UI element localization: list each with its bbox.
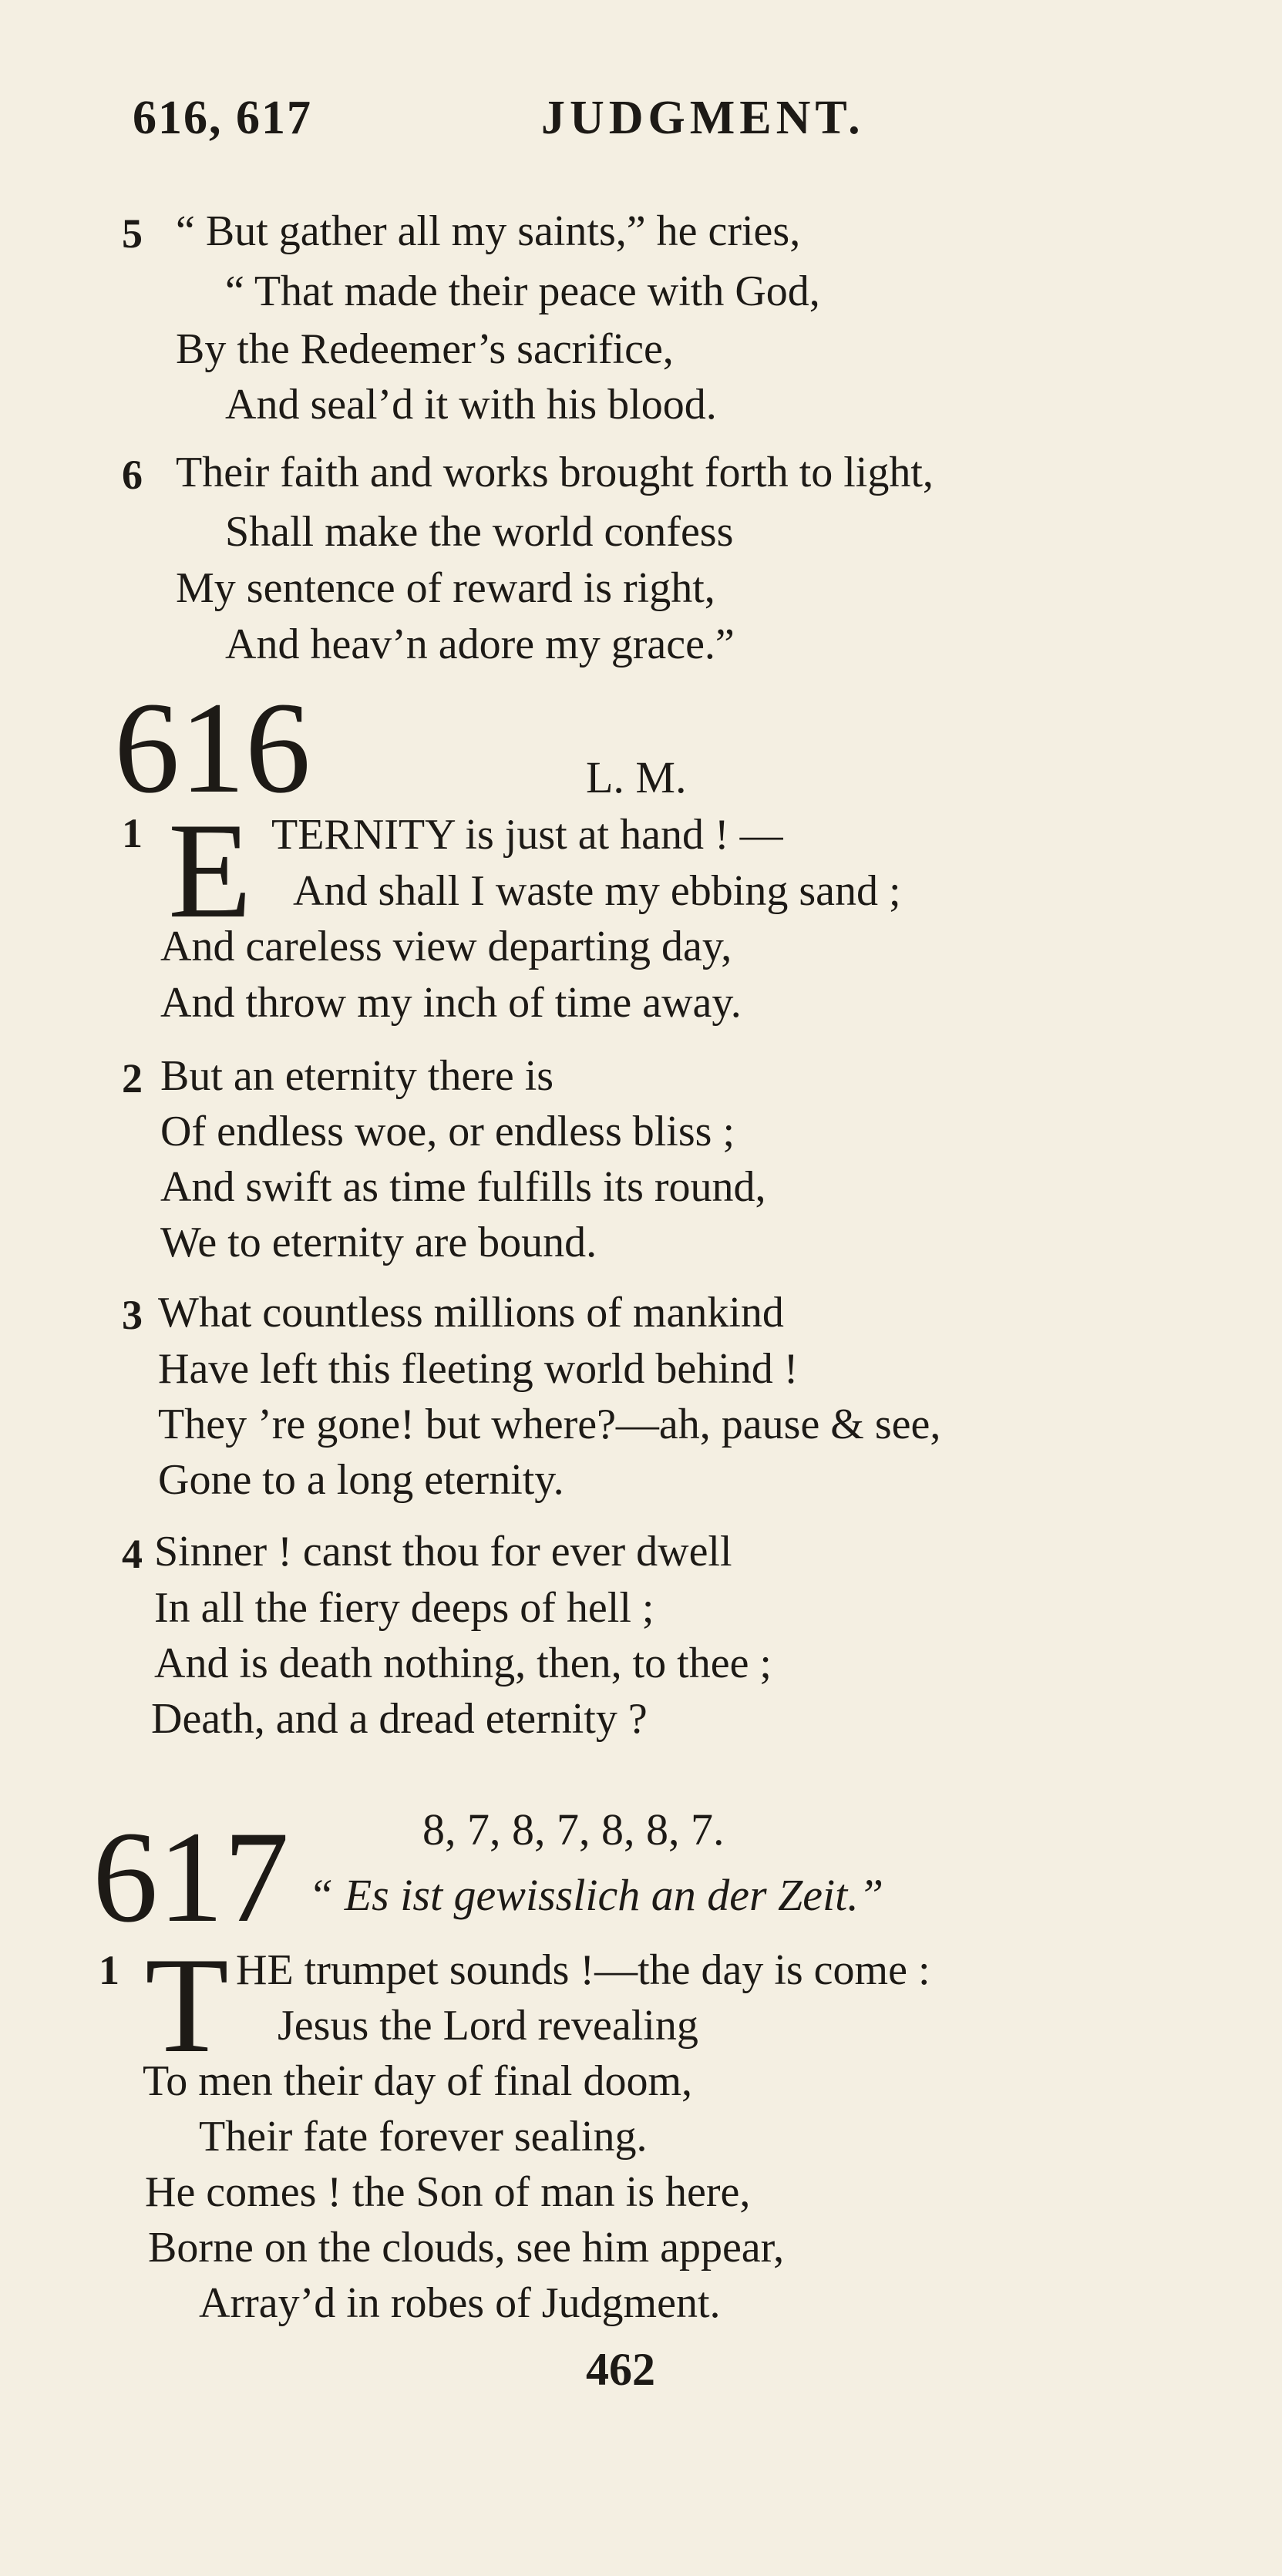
stanza-number: 6 bbox=[122, 452, 143, 498]
verse-line: Shall make the world confess bbox=[225, 508, 734, 556]
verse-line: And swift as time fulfills its round, bbox=[160, 1163, 766, 1211]
verse-line: HE trumpet sounds !—the day is come : bbox=[236, 1946, 930, 1994]
verse-line: And careless view departing day, bbox=[160, 923, 732, 970]
hymn-meter: 8, 7, 8, 7, 8, 8, 7. bbox=[422, 1804, 725, 1855]
hymn-number: 617 bbox=[93, 1804, 289, 1949]
verse-line: Sinner ! canst thou for ever dwell bbox=[154, 1528, 732, 1576]
verse-line: Death, and a dread eternity ? bbox=[151, 1695, 648, 1743]
verse-line: And heav’n adore my grace.” bbox=[225, 620, 735, 668]
verse-line: And is death nothing, then, to thee ; bbox=[154, 1639, 772, 1687]
verse-line: To men their day of final doom, bbox=[143, 2057, 693, 2105]
verse-line: TERNITY is just at hand ! — bbox=[271, 811, 783, 859]
stanza-number: 1 bbox=[99, 1947, 119, 1993]
page-number: 462 bbox=[586, 2344, 655, 2395]
stanza-number: 5 bbox=[122, 210, 143, 257]
verse-line: What countless millions of mankind bbox=[158, 1289, 784, 1337]
verse-line: Their faith and works brought forth to light, bbox=[176, 449, 934, 496]
tune-name: “ Es ist gewisslich an der Zeit.” bbox=[308, 1870, 884, 1920]
running-header bbox=[133, 91, 865, 146]
verse-line: “ That made their peace with God, bbox=[225, 267, 820, 315]
verse-line: In all the fiery deeps of hell ; bbox=[154, 1584, 654, 1632]
verse-line: Gone to a long eternity. bbox=[158, 1456, 564, 1504]
hymn-number: 616 bbox=[114, 675, 311, 820]
verse-line: But an eternity there is bbox=[160, 1052, 554, 1100]
verse-line: Array’d in robes of Judgment. bbox=[199, 2279, 721, 2327]
verse-line: By the Redeemer’s sacrifice, bbox=[176, 325, 674, 373]
stanza-number: 4 bbox=[122, 1531, 143, 1577]
verse-line: He comes ! the Son of man is here, bbox=[145, 2168, 751, 2216]
verse-line: Jesus the Lord revealing bbox=[278, 2002, 698, 2050]
verse-line: My sentence of reward is right, bbox=[176, 564, 715, 612]
hymn-meter: L. M. bbox=[586, 752, 687, 802]
verse-line: And throw my inch of time away. bbox=[160, 979, 742, 1027]
verse-line: Borne on the clouds, see him appear, bbox=[148, 2224, 785, 2272]
header-title: JUDGMENT. bbox=[541, 92, 865, 144]
verse-line: Of endless woe, or endless bliss ; bbox=[160, 1108, 735, 1155]
stanza-number: 1 bbox=[122, 810, 143, 856]
stanza-number: 3 bbox=[122, 1292, 143, 1338]
verse-line: “ But gather all my saints,” he cries, bbox=[176, 207, 801, 255]
drop-cap: E bbox=[168, 794, 252, 947]
verse-line: Have left this fleeting world behind ! bbox=[158, 1345, 799, 1393]
stanza-number: 2 bbox=[122, 1055, 143, 1101]
header-page-numbers: 616, 617 bbox=[133, 92, 312, 144]
verse-line: They ’re gone! but where?—ah, pause & see, bbox=[158, 1401, 941, 1448]
verse-line: Their fate forever sealing. bbox=[199, 2113, 648, 2161]
verse-line: We to eternity are bound. bbox=[160, 1219, 597, 1266]
drop-cap: T bbox=[145, 1929, 229, 2081]
verse-line: And seal’d it with his blood. bbox=[225, 381, 717, 429]
verse-line: And shall I waste my ebbing sand ; bbox=[293, 867, 901, 915]
